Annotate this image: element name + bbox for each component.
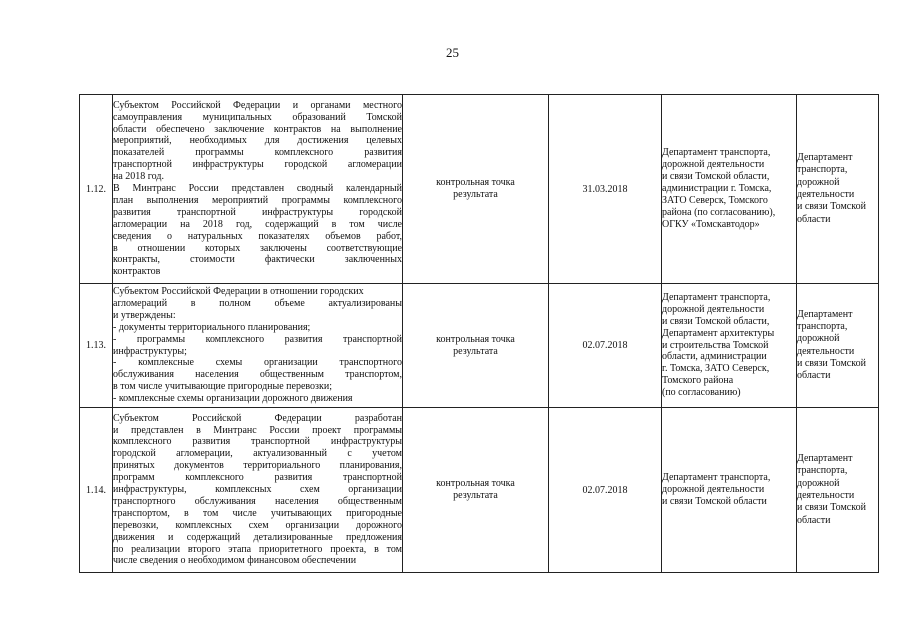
description-line: агломераций в полном объеме актуализированы: [113, 297, 402, 309]
responsible-line: администрации г. Томска,: [662, 183, 772, 195]
responsible-line: и строительства Томской: [662, 339, 769, 351]
description-line: области обеспечено заключение контрактов на выполнение: [113, 123, 402, 135]
responsible-line: Департамент архитектуры: [662, 327, 775, 339]
responsible-line: Департамент транспорта,: [662, 291, 771, 303]
type-line: контрольная точка: [436, 333, 515, 345]
responsible-line: ЗАТО Северск, Томского: [662, 194, 768, 206]
description-line: Субъектом Российской Федерации разработан: [113, 412, 402, 424]
description-line: план выполнения мероприятий программы комплексного: [113, 194, 402, 206]
department-line: деятельности: [797, 490, 855, 501]
department-line: деятельности: [797, 345, 855, 357]
department-line: дорожной: [797, 333, 840, 345]
responsible-line: и связи Томской области,: [662, 171, 770, 183]
row-responsible: [662, 408, 797, 573]
type-line: результата: [453, 189, 498, 200]
responsible-line: (по согласованию): [662, 387, 741, 399]
description-line: - программы комплексного развития транспортной: [113, 333, 402, 345]
row-number: 1.12.: [80, 95, 113, 284]
table-row: [80, 95, 879, 284]
row-date: 31.03.2018: [549, 95, 662, 284]
department-line: и связи Томской: [797, 502, 866, 514]
responsible-line: области, администрации: [662, 351, 767, 363]
department-line: области: [797, 370, 831, 382]
description-line: - комплексные схемы организации транспортного: [113, 357, 402, 369]
description-line: транспортной инфраструктуры городской агломерации: [113, 159, 402, 171]
responsible-line: Департамент транспорта,: [662, 472, 771, 484]
description-line: контрактов: [113, 266, 161, 278]
department-line: Департамент: [797, 152, 853, 164]
description-line: развития транспортной инфраструктуры городской: [113, 206, 402, 218]
row-department: [797, 95, 879, 284]
row-number: 1.14.: [80, 408, 113, 573]
responsible-line: дорожной деятельности: [662, 303, 765, 315]
department-line: области: [797, 213, 831, 225]
description-line: на 2018 год.: [113, 171, 164, 183]
type-line: контрольная точка: [436, 177, 515, 188]
department-line: дорожной: [797, 477, 840, 489]
department-line: области: [797, 514, 831, 526]
description-line: В Минтранс России представлен сводный календарный: [113, 183, 402, 195]
type-line: контрольная точка: [436, 478, 515, 489]
description-line: в том числе учитывающие пригородные перевозки;: [113, 381, 332, 393]
description-line: и представлен в Минтранс России проект программы: [113, 424, 402, 436]
description-line: - комплексные схемы организации дорожного движения: [113, 393, 353, 405]
description-line: числе сведения о необходимом финансовом обеспечении: [113, 555, 357, 567]
department-line: и связи Томской: [797, 201, 866, 213]
description-line: и утверждены:: [113, 309, 176, 321]
responsible-line: и связи Томской области: [662, 495, 767, 507]
table-row: [80, 408, 879, 573]
description-line: городской агломерации, актуализованный с учетом: [113, 448, 402, 460]
description-line: в отношении которых заключены соответствующие: [113, 242, 402, 254]
description-line: показателей программы комплексного развития: [113, 147, 402, 159]
row-responsible: [662, 95, 797, 284]
plan-table: [79, 94, 879, 573]
department-line: транспорта,: [797, 164, 848, 176]
description-line: Субъектом Российской Федерации и органами местного: [113, 99, 402, 111]
responsible-line: района (по согласованию),: [662, 206, 776, 218]
description-line: мероприятий, необходимых для достижения целевых: [113, 135, 402, 147]
department-line: Департамент: [797, 453, 853, 465]
table-row: [80, 284, 879, 408]
type-line: результата: [453, 490, 498, 501]
row-number: 1.13.: [80, 284, 113, 408]
department-line: транспорта,: [797, 320, 848, 332]
row-type: [403, 408, 549, 573]
description-line: перевозки, комплексных схем организации дорожного: [113, 519, 402, 531]
row-department: [797, 408, 879, 573]
responsible-line: ОГКУ «Томскавтодор»: [662, 218, 760, 230]
responsible-line: г. Томска, ЗАТО Северск,: [662, 363, 770, 375]
description-line: обслуживания населения общественным транспортом,: [113, 369, 402, 381]
row-type: [403, 95, 549, 284]
row-type: [403, 284, 549, 408]
description-line: комплексного развития транспортной инфраструктуры: [113, 436, 402, 448]
responsible-line: Томского района: [662, 375, 734, 387]
department-line: Департамент: [797, 308, 853, 320]
description-line: программ комплексного развития транспортной: [113, 472, 402, 484]
row-department: [797, 284, 879, 408]
department-line: дорожной: [797, 176, 840, 188]
description-line: движения и содержащий детализированные предложения: [113, 531, 402, 543]
row-description: [113, 284, 403, 408]
description-line: транспортом, в том числе учитывающих пригородные: [113, 507, 402, 519]
description-line: инфраструктуры;: [113, 345, 187, 357]
description-line: принятых документов территориального планирования,: [113, 460, 402, 472]
responsible-line: и связи Томской области,: [662, 315, 770, 327]
row-description: [113, 95, 403, 284]
description-line: - документы территориального планирования;: [113, 321, 311, 333]
description-line: Субъектом Российской Федерации в отношении городских: [113, 285, 364, 297]
description-line: контракты, стоимости фактически заключенных: [113, 254, 402, 266]
row-date: 02.07.2018: [549, 284, 662, 408]
department-line: транспорта,: [797, 465, 848, 477]
department-line: деятельности: [797, 189, 855, 200]
description-line: самоуправления муниципальных образований Томской: [113, 111, 402, 123]
row-responsible: [662, 284, 797, 408]
row-date: 02.07.2018: [549, 408, 662, 573]
row-description: [113, 408, 403, 573]
department-line: и связи Томской: [797, 357, 866, 369]
description-line: агломерации на 2018 год, содержащий в том числе: [113, 218, 402, 230]
description-line: сведения о натуральных показателях объемов работ,: [113, 230, 402, 242]
page-number: 25: [446, 45, 459, 60]
description-line: транспортного обслуживания населения общественным: [113, 495, 402, 507]
type-line: результата: [453, 345, 498, 357]
responsible-line: дорожной деятельности: [662, 159, 765, 171]
description-line: инфраструктуры, комплексных схем организации: [113, 484, 402, 496]
responsible-line: Департамент транспорта,: [662, 147, 771, 159]
description-line: по реализации второго этапа приоритетного проекта, в том: [113, 543, 402, 555]
responsible-line: дорожной деятельности: [662, 484, 765, 496]
